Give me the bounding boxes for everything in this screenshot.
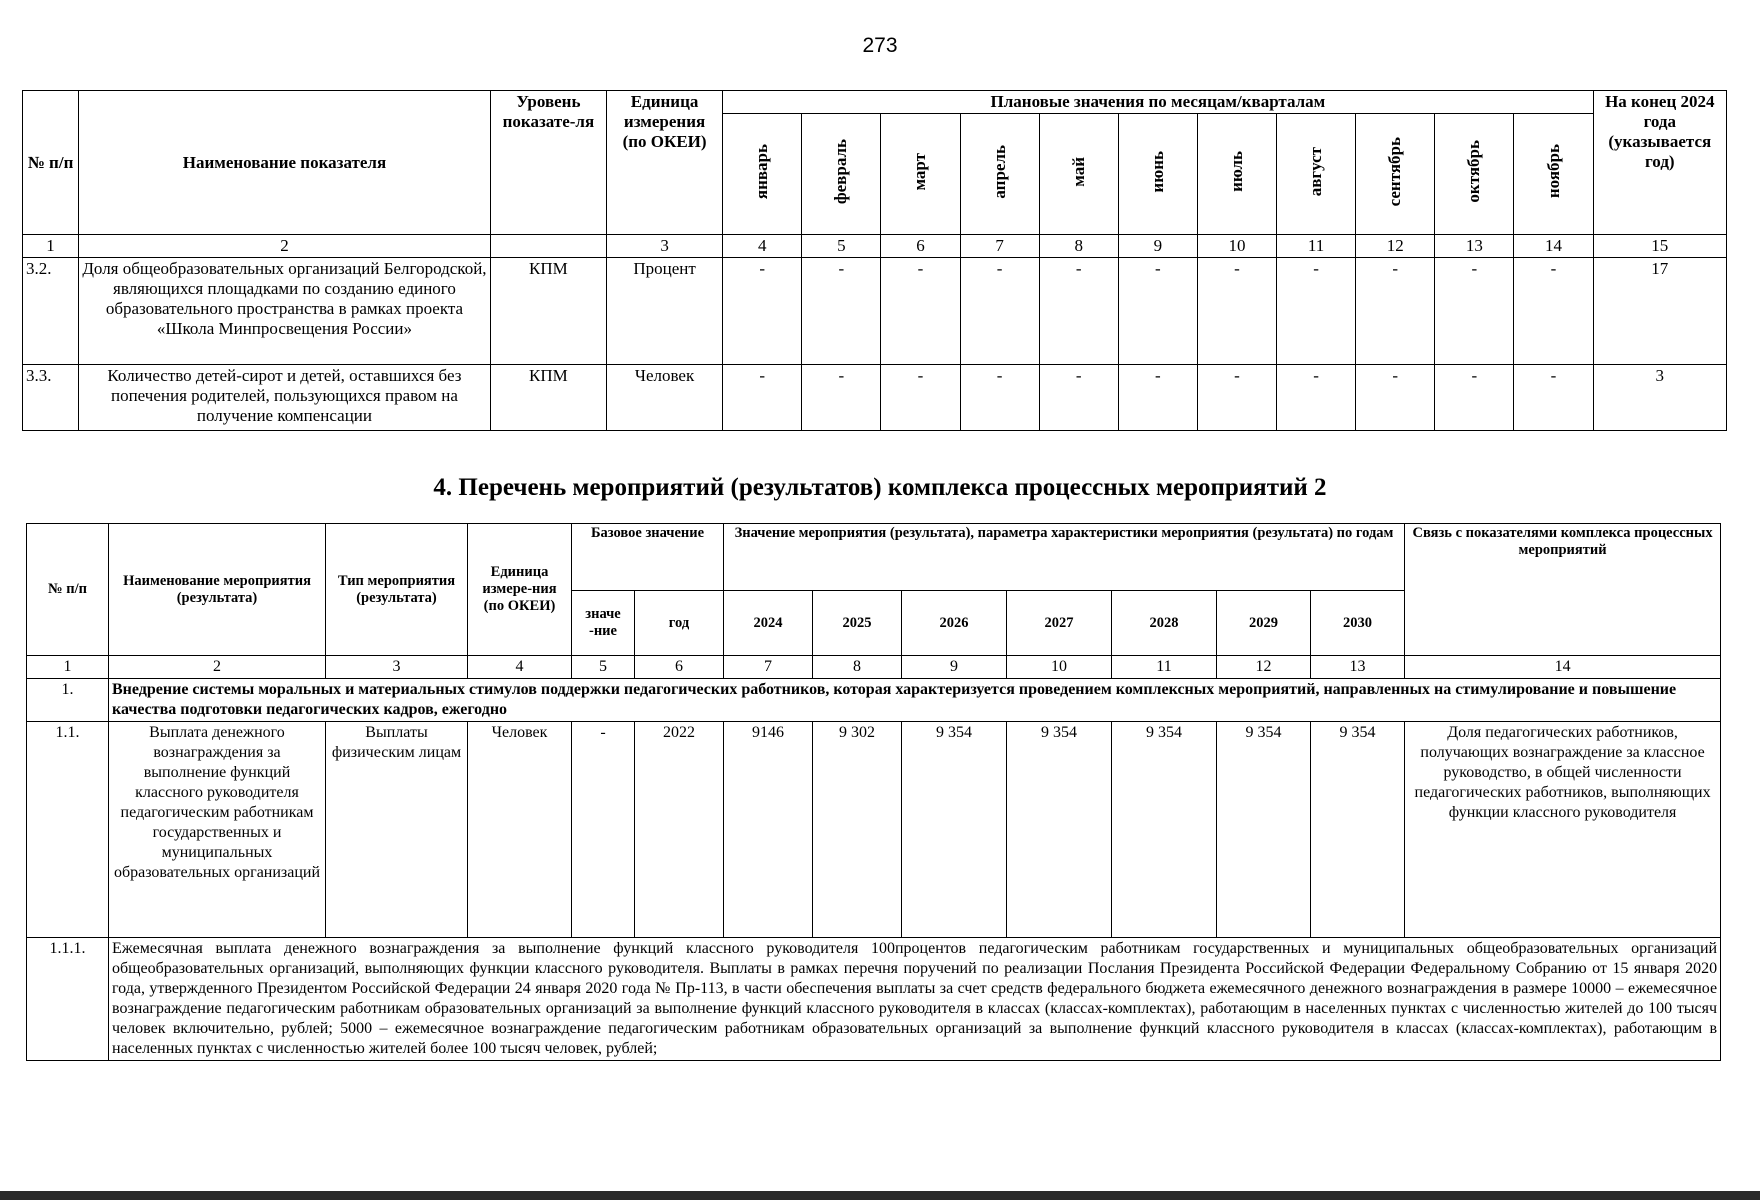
col-number: 14 <box>1514 235 1593 258</box>
header-level: Уровень показате-ля <box>490 91 606 235</box>
row-month-value: - <box>960 365 1039 431</box>
row-num: 3.3. <box>23 365 79 431</box>
header-base-value-year: год <box>635 591 724 656</box>
table-row <box>23 258 1727 365</box>
table-row <box>27 722 1721 938</box>
column-number-row <box>23 235 1727 258</box>
row-month-value: - <box>1118 258 1197 365</box>
col-number: 13 <box>1311 656 1405 679</box>
col-number: 3 <box>606 235 722 258</box>
row-month-value: - <box>723 258 802 365</box>
row-month-value: - <box>1514 258 1593 365</box>
header-base-value: Базовое значение <box>572 524 724 591</box>
header-unit: Единица измерения (по ОКЕИ) <box>606 91 722 235</box>
col-number: 12 <box>1217 656 1311 679</box>
col-number: 1 <box>23 235 79 258</box>
header-year: 2030 <box>1311 591 1405 656</box>
header-values-by-year: Значение мероприятия (результата), параметра характеристики мероприятия (результата) по годам <box>724 524 1405 591</box>
item-year-value: 9 302 <box>813 722 902 938</box>
row-month-value: - <box>802 365 881 431</box>
header-activity-type: Тип мероприятия (результата) <box>326 524 468 656</box>
header-year: 2025 <box>813 591 902 656</box>
row-month-value: - <box>1277 258 1356 365</box>
header-month-july: июль <box>1197 114 1276 235</box>
sub-item-description: Ежемесячная выплата денежного вознаграждения за выполнение функций классного руководителя 100процентов педагогическим работникам государственных и муниципальных общеобразовательных организаций общеобразовательных организаций, выполняющих функции классного руководителя. Выплаты в рамках перечня поручений по реализации Послания Президента Российской Федерации Федеральному Собранию от 15 января 2020 года, утвержденного Президентом Российской Федерации 24 января 2020 года № Пр-113, в части обеспечения выплаты за счет средств федерального бюджета ежемесячного денежного вознаграждения в размере 10000 – ежемесячное вознаграждение педагогическим работникам образовательных организаций за выполнение функций классного руководителя в классах (классах-комплектах), работающим в населенных пунктах с численностью жителей до 100 тысяч человек включительно, рублей; 5000 – ежемесячное вознаграждение педагогическим работникам образовательных организаций за выполнение функций классного руководителя в классах (классах-комплектах), работающим в населенных пунктах с численностью жителей более 100 тысяч человек, рублей; <box>109 938 1721 1061</box>
col-number: 11 <box>1112 656 1217 679</box>
col-number-empty <box>490 235 606 258</box>
indicators-table <box>22 90 1727 431</box>
col-number: 2 <box>79 235 491 258</box>
col-number: 9 <box>1118 235 1197 258</box>
row-month-value: - <box>881 365 960 431</box>
header-month-february: февраль <box>802 114 881 235</box>
col-number: 6 <box>881 235 960 258</box>
item-year-value: 9146 <box>724 722 813 938</box>
row-month-value: - <box>802 258 881 365</box>
item-linked-indicator: Доля педагогических работников, получающих вознаграждение за классное руководство, в общей численности педагогических работников, выполняющих функции классного руководителя <box>1405 722 1721 938</box>
row-month-value: - <box>1039 258 1118 365</box>
row-month-value: - <box>1356 365 1435 431</box>
item-year-value: 9 354 <box>1112 722 1217 938</box>
header-activity-name: Наименование мероприятия (результата) <box>109 524 326 656</box>
row-month-value: - <box>960 258 1039 365</box>
header-month-january: январь <box>723 114 802 235</box>
header-base-value-value: значе -ние <box>572 591 635 656</box>
header-month-november: ноябрь <box>1514 114 1593 235</box>
header-month-march: март <box>881 114 960 235</box>
header-year: 2028 <box>1112 591 1217 656</box>
row-month-value: - <box>1514 365 1593 431</box>
col-number: 4 <box>468 656 572 679</box>
header-link: Связь с показателями комплекса процессных мероприятий <box>1405 524 1721 656</box>
row-month-value: - <box>1356 258 1435 365</box>
header-num: № п/п <box>23 91 79 235</box>
col-number: 10 <box>1007 656 1112 679</box>
item-unit: Человек <box>468 722 572 938</box>
item-type: Выплаты физическим лицам <box>326 722 468 938</box>
section-row <box>27 679 1721 722</box>
section-num: 1. <box>27 679 109 722</box>
row-month-value: - <box>1435 365 1514 431</box>
col-number: 13 <box>1435 235 1514 258</box>
table-row <box>23 365 1727 431</box>
col-number: 14 <box>1405 656 1721 679</box>
column-number-row <box>27 656 1721 679</box>
col-number: 8 <box>813 656 902 679</box>
item-year-value: 9 354 <box>1007 722 1112 938</box>
item-year-value: 9 354 <box>1217 722 1311 938</box>
col-number: 7 <box>960 235 1039 258</box>
col-number: 9 <box>902 656 1007 679</box>
row-month-value: - <box>881 258 960 365</box>
header-plan-values: Плановые значения по месяцам/кварталам <box>723 91 1593 114</box>
item-name: Выплата денежного вознаграждения за выполнение функций классного руководителя педагогическим работникам государственных и муниципальных образовательных организаций <box>109 722 326 938</box>
col-number: 4 <box>723 235 802 258</box>
row-indicator-name: Количество детей-сирот и детей, оставшихся без попечения родителей, пользующихся правом на получение компенсации <box>79 365 491 431</box>
row-month-value: - <box>1435 258 1514 365</box>
header-month-september: сентябрь <box>1356 114 1435 235</box>
header-end-2024: На конец 2024 года (указывается год) <box>1593 91 1726 235</box>
col-number: 2 <box>109 656 326 679</box>
table-row <box>27 938 1721 1061</box>
col-number: 11 <box>1277 235 1356 258</box>
header-month-may: май <box>1039 114 1118 235</box>
scan-edge-bar <box>0 1191 1760 1200</box>
row-unit: Процент <box>606 258 722 365</box>
item-year-value: 9 354 <box>1311 722 1405 938</box>
row-month-value: - <box>1277 365 1356 431</box>
header-num: № п/п <box>27 524 109 656</box>
header-year: 2029 <box>1217 591 1311 656</box>
sub-item-num: 1.1.1. <box>27 938 109 1061</box>
activities-table <box>26 523 1721 1061</box>
col-number: 12 <box>1356 235 1435 258</box>
header-month-april: апрель <box>960 114 1039 235</box>
header-unit: Единица измере-ния (по ОКЕИ) <box>468 524 572 656</box>
col-number: 15 <box>1593 235 1726 258</box>
col-number: 1 <box>27 656 109 679</box>
item-year-value: 9 354 <box>902 722 1007 938</box>
row-end-value: 17 <box>1593 258 1726 365</box>
header-year: 2027 <box>1007 591 1112 656</box>
header-month-october: октябрь <box>1435 114 1514 235</box>
row-end-value: 3 <box>1593 365 1726 431</box>
page-number: 273 <box>862 34 898 57</box>
col-number: 7 <box>724 656 813 679</box>
row-level: КПМ <box>490 258 606 365</box>
row-month-value: - <box>1039 365 1118 431</box>
item-num: 1.1. <box>27 722 109 938</box>
header-year: 2026 <box>902 591 1007 656</box>
col-number: 6 <box>635 656 724 679</box>
col-number: 8 <box>1039 235 1118 258</box>
header-month-august: август <box>1277 114 1356 235</box>
row-unit: Человек <box>606 365 722 431</box>
row-month-value: - <box>1197 365 1276 431</box>
col-number: 5 <box>572 656 635 679</box>
row-month-value: - <box>1197 258 1276 365</box>
header-year: 2024 <box>724 591 813 656</box>
section-title: 4. Перечень мероприятий (результатов) комплекса процессных мероприятий 2 <box>433 474 1327 501</box>
item-base-value: - <box>572 722 635 938</box>
row-month-value: - <box>1118 365 1197 431</box>
row-num: 3.2. <box>23 258 79 365</box>
header-month-june: июнь <box>1118 114 1197 235</box>
col-number: 5 <box>802 235 881 258</box>
item-base-year: 2022 <box>635 722 724 938</box>
col-number: 3 <box>326 656 468 679</box>
row-indicator-name: Доля общеобразовательных организаций Белгородской, являющихся площадками по созданию единого образовательного пространства в рамках проекта «Школа Минпросвещения России» <box>79 258 491 365</box>
row-level: КПМ <box>490 365 606 431</box>
section-description: Внедрение системы моральных и материальных стимулов поддержки педагогических работников, которая характеризуется проведением комплексных мероприятий, направленных на стимулирование и повышение качества подготовки педагогических кадров, ежегодно <box>109 679 1721 722</box>
col-number: 10 <box>1197 235 1276 258</box>
row-month-value: - <box>723 365 802 431</box>
header-indicator-name: Наименование показателя <box>79 91 491 235</box>
